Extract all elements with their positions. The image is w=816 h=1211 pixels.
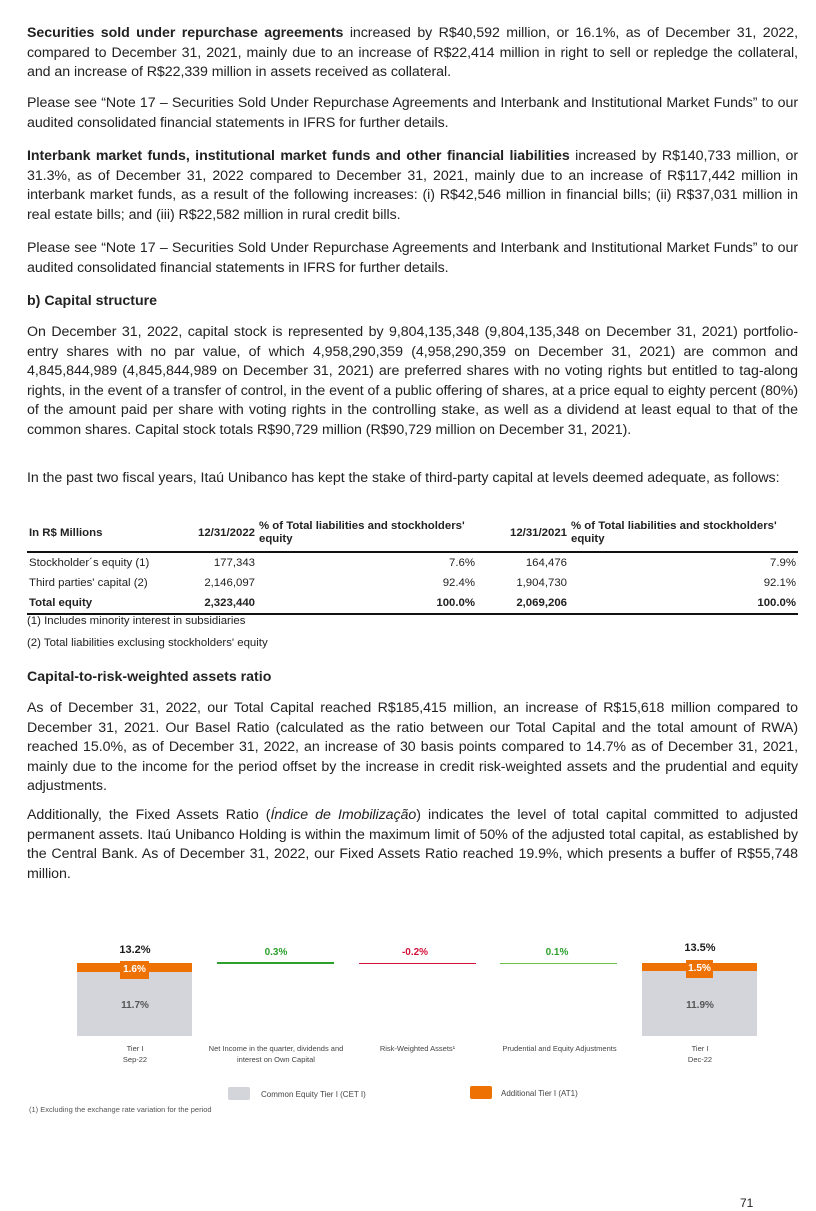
cat-line: Sep-22 (122, 1055, 148, 1064)
start-cet1-label: 11.7% (121, 1000, 149, 1011)
paragraph-note17-ref-2: Please see “Note 17 – Securities Sold Under Repurchase Agreements and Interbank and Institutional Market Funds” to our audited consolidated financial statements in IFRS for further details. (27, 240, 798, 276)
term-repurchase: Securities sold under repurchase agreements (27, 25, 344, 41)
col-header-2021: 12/31/2021 (477, 516, 569, 552)
cell-2022: 2,323,440 (175, 593, 257, 614)
delta-rwa-line (359, 963, 476, 964)
term-interbank: Interbank market funds, institutional market funds and other financial liabilities (27, 148, 570, 164)
row-label: Stockholder´s equity (1) (29, 557, 150, 569)
end-cet1-label: 11.9% (686, 1000, 714, 1011)
net-income-category-label (196, 1043, 356, 1065)
paragraph-fixed-assets-ratio (27, 806, 798, 884)
start-category-label (95, 1043, 175, 1065)
table-header-row (27, 516, 798, 552)
delta-rwa-label: -0.2% (401, 947, 429, 958)
delta-prudential-label: 0.1% (545, 947, 569, 958)
legend-swatch-cet1 (228, 1087, 250, 1100)
col-header-label: In R$ Millions (27, 516, 175, 552)
legend-label-cet1: Common Equity Tier I (CET I) (261, 1090, 366, 1099)
rwa-category-label: Risk-Weighted Assets¹ (379, 1044, 456, 1053)
row-label: Third parties' capital (2) (29, 577, 148, 589)
paragraph-text: ) indicates the level of total capital committed to adjusted permanent assets. Itaú Unibanco Holding is within the maximum limit of 50% of the adjusted total capital, as established by the Central Bank. As of December 31, 2022, our Fixed Assets Ratio reached 19.9%, which presents a buffer of R$55,748 million. (27, 807, 798, 882)
paragraph-text: Additionally, the Fixed Assets Ratio ( (27, 807, 271, 823)
end-total-label: 13.5% (684, 942, 716, 954)
row-label: Total equity (27, 593, 175, 614)
delta-prudential-line (500, 963, 617, 964)
cell-2021: 1,904,730 (516, 577, 567, 589)
cat-line: Net Income in the quarter, dividends and (208, 1044, 344, 1053)
end-category-label (660, 1043, 740, 1065)
cell-2021: 2,069,206 (477, 593, 569, 614)
paragraph-repurchase-agreements (27, 24, 798, 83)
cell-2022: 177,343 (213, 557, 255, 569)
paragraph-third-party-capital: In the past two fiscal years, Itaú Unibanco has kept the stake of third-party capital at levels deemed adequate, as follows: (27, 470, 780, 486)
cat-line: Tier I (126, 1044, 144, 1053)
paragraph-interbank-funds (27, 147, 798, 225)
col-header-pct-2021: % of Total liabilities and stockholders' equity (569, 516, 798, 552)
cat-line: Dec-22 (687, 1055, 713, 1064)
legend-swatch-at1 (470, 1086, 492, 1099)
cell-pct-2022: 92.4% (442, 577, 475, 589)
paragraph-capital-stock: On December 31, 2022, capital stock is represented by 9,804,135,348 (9,804,135,348 on December 31, 2021) portfolio-entry shares with no par value, of which 4,958,290,359 (4,958,290,359 on December 31, 2021) are common and 4,845,844,989 (4,845,844,989 on December 31, 2021) are preferred shares with no voting rights but entitled to tag-along rights, in the event of a transfer of control, in the event of a public offering of shares, at a price equal to eighty percent (80%) of the amount paid per share with voting rights in the controlling stake, as well as a dividend at least equal to that of the common shares. Capital stock totals R$90,729 million (R$90,729 million on December 31, 2021). (27, 324, 798, 438)
paragraph-text: increased by R$40,592 million, or 16.1%, as of December 31, 2022, compared to December 31, 2021, mainly due to an increase of R$22,414 million in right to sell or repledge the collateral, and an increase of R$22,339 million in assets received as collateral. (27, 25, 798, 80)
delta-net-income-line (217, 962, 334, 964)
prudential-category-label: Prudential and Equity Adjustments (502, 1044, 617, 1053)
table-row-total (27, 593, 798, 614)
paragraph-note17-ref-1: Please see “Note 17 – Securities Sold Under Repurchase Agreements and Interbank and Institutional Market Funds” to our audited consolidated financial statements in IFRS for further details. (27, 95, 798, 131)
legend-label-at1: Additional Tier I (AT1) (501, 1089, 578, 1098)
start-total-label: 13.2% (119, 944, 151, 956)
col-header-pct-2022: % of Total liabilities and stockholders' equity (257, 516, 477, 552)
paragraph-text: increased by R$140,733 million, or 31.3%, as of December 31, 2022 compared to December 31, 2021, mainly due to an increase of R$117,442 million in interbank market funds, as a result of the following increases: (i) R$42,546 million in financial bills; (ii) R$37,031 million in real estate bills; and (iii) R$22,582 million in rural credit bills. (27, 148, 798, 223)
table-footnote-2: (2) Total liabilities exclusing stockholders' equity (27, 637, 268, 649)
cat-line: Tier I (691, 1044, 709, 1053)
chart-footnote: (1) Excluding the exchange rate variation for the period (29, 1105, 212, 1114)
cat-line: interest on Own Capital (237, 1055, 315, 1064)
cell-pct-2021: 7.9% (770, 557, 796, 569)
cell-pct-2022: 100.0% (257, 593, 477, 614)
cell-pct-2021: 100.0% (569, 593, 798, 614)
cell-2022: 2,146,097 (204, 577, 255, 589)
page-number: 71 (740, 1196, 754, 1210)
table-row (27, 552, 798, 573)
capital-structure-table (27, 516, 798, 615)
table-footnote-1: (1) Includes minority interest in subsidiaries (27, 615, 246, 627)
heading-capital-structure: b) Capital structure (27, 293, 158, 309)
tier1-waterfall-chart (0, 930, 816, 1130)
start-at1-label: 1.6% (120, 961, 149, 979)
col-header-2022: 12/31/2022 (175, 516, 257, 552)
cell-2021: 164,476 (525, 557, 567, 569)
cell-pct-2022: 7.6% (449, 557, 475, 569)
paragraph-total-capital: As of December 31, 2022, our Total Capital reached R$185,415 million, an increase of R$15,618 million compared to December 31, 2021. Our Basel Ratio (calculated as the ratio between our Total Capital and the total amount of RWA) reached 15.0%, as of December 31, 2022, an increase of 30 basis points compared to 14.7% as of December 31, 2021, mainly due to the income for the period offset by the increase in credit risk-weighted assets and the prudential and equity adjustments. (27, 700, 798, 794)
delta-net-income-label: 0.3% (264, 947, 288, 958)
end-at1-label: 1.5% (686, 960, 713, 978)
cell-pct-2021: 92.1% (763, 577, 796, 589)
heading-capital-ratio: Capital-to-risk-weighted assets ratio (27, 669, 272, 685)
italic-term: Índice de Imobilização (270, 807, 417, 823)
table-row (27, 573, 798, 593)
